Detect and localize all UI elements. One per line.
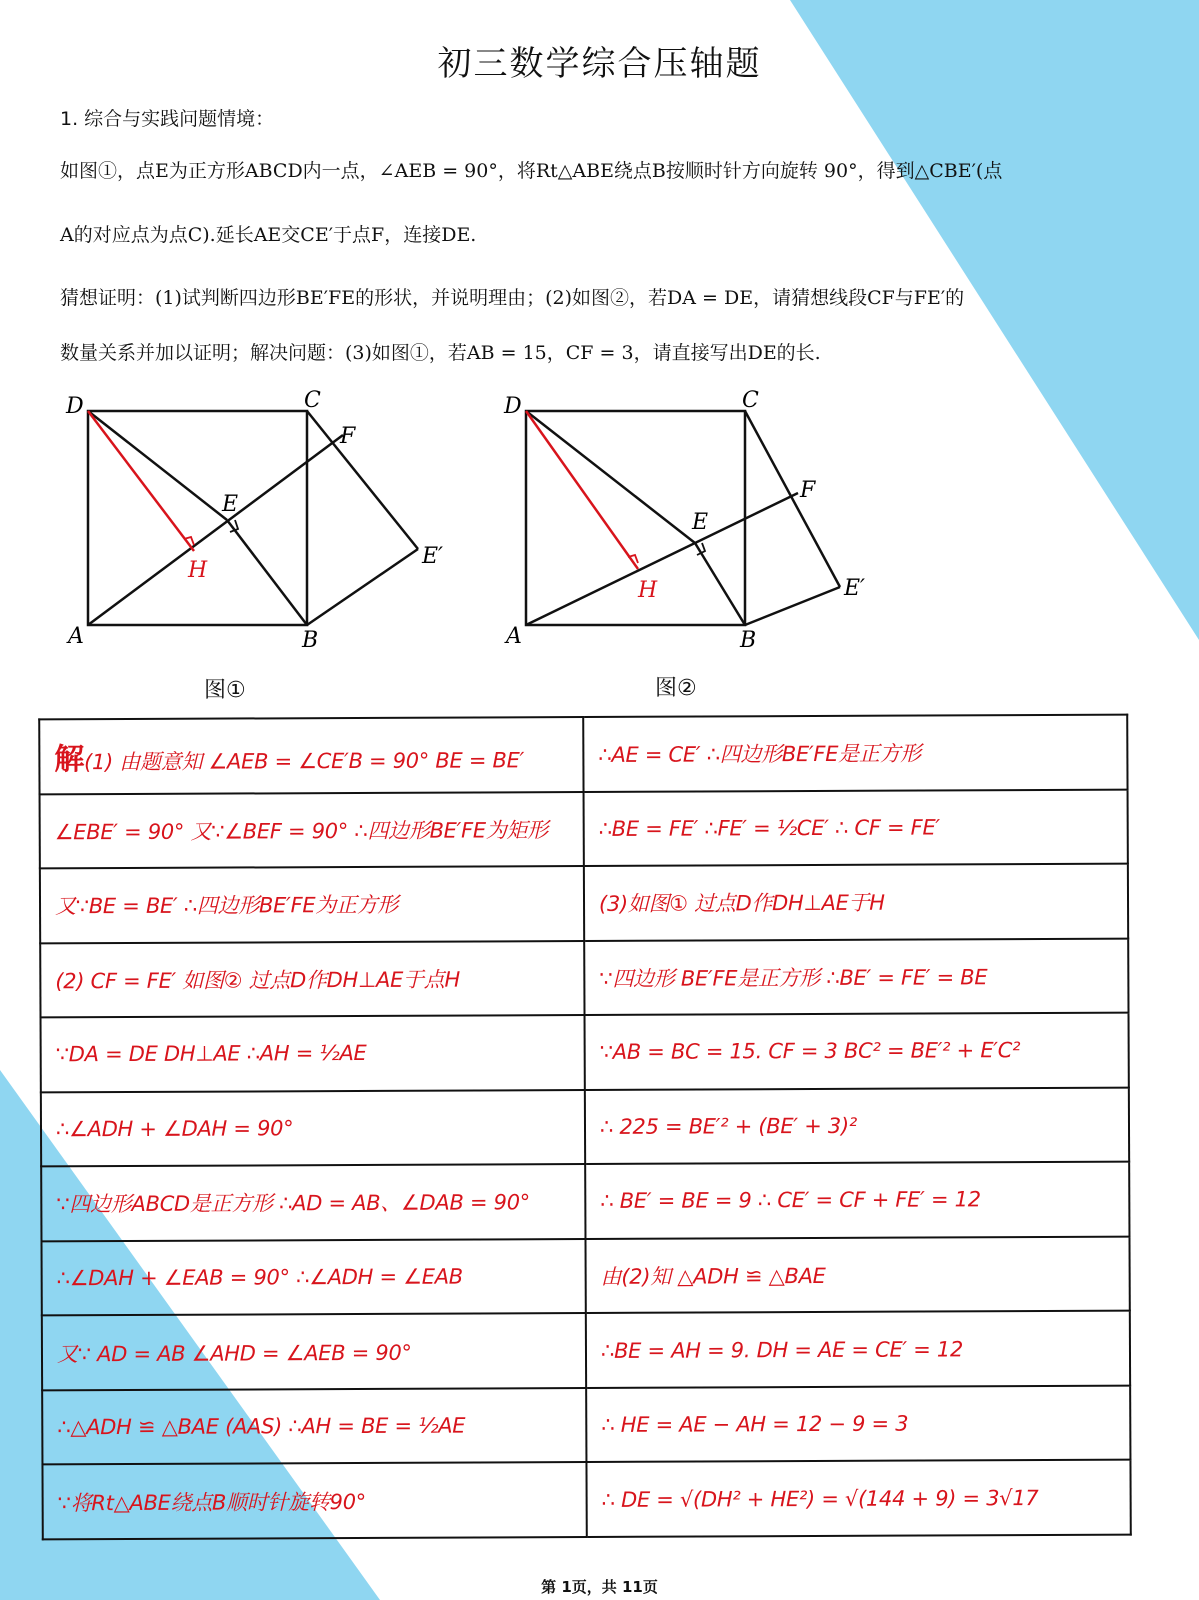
solution-left-cell: ∵DA = DE DH⊥AE ∴AH = ½AE [41,1015,585,1092]
point-label-h: H [188,558,208,583]
table-row [40,938,1128,1017]
solution-table [38,714,1132,1541]
table-row [41,1162,1129,1241]
square-abcd [526,411,745,625]
solution-right-cell: ∴AE = CE′ ∴四边形BE′FE是正方形 [583,715,1127,792]
point-label-e-prime: E′ [844,576,866,601]
line-dh [526,411,638,569]
solution-right-cell: ∴ BE′ = BE = 9 ∴ CE′ = CF + FE′ = 12 [585,1162,1129,1239]
solution-left-cell: ∴∠DAH + ∠EAB = 90° ∴∠ADH = ∠EAB [41,1239,585,1316]
table-row [40,864,1128,943]
page-footer: 第 1页，共 11页 [541,1578,658,1596]
line-ce-prime [745,411,840,587]
solution-left-cell: ∵将Rt△ABE绕点B顺时针旋转90° [42,1462,586,1539]
question-line-4: 数量关系并加以证明；解决问题：(3)如图①，若AB = 15，CF = 3，请直接写出DE的长. [60,342,821,364]
table-row [39,715,1127,794]
point-label-d: D [66,394,84,419]
solution-left-cell: ∵四边形ABCD是正方形 ∴AD = AB、∠DAB = 90° [41,1164,585,1241]
table-row [42,1311,1130,1390]
figure-1-caption: 图① [204,678,246,703]
line-eb [695,543,745,625]
line-ce-prime [307,411,418,549]
line-de [526,411,695,543]
figure-2-caption: 图② [655,676,697,701]
line-be-prime [745,587,840,625]
page-title: 初三数学综合压轴题 [437,44,762,84]
point-label-h: H [638,578,658,603]
solution-prefix: 解 [54,742,85,778]
point-label-e: E [222,492,239,517]
table-row [41,1013,1129,1092]
point-label-e: E [692,510,709,535]
point-label-a: A [506,624,522,649]
table-row [42,1385,1130,1464]
solution-right-cell: ∴ DE = √(DH² + HE²) = √(144 + 9) = 3√17 [586,1460,1130,1537]
solution-left-cell: (2) CF = FE′ 如图② 过点D作DH⊥AE于点H [40,941,584,1018]
point-label-c: C [304,388,321,413]
square-abcd [88,411,307,625]
solution-right-cell: ∵四边形 BE′FE是正方形 ∴BE′ = FE′ = BE [584,938,1128,1015]
solution-left-cell: ∠EBE′ = 90° 又∵∠BEF = 90° ∴四边形BE′FE为矩形 [40,792,584,869]
line-eb [227,520,307,625]
figure-1 [60,385,480,675]
solution-right-cell: ∴BE = AH = 9. DH = AE = CE′ = 12 [586,1311,1130,1388]
solution-left-cell: 又∵ AD = AB ∠AHD = ∠AEB = 90° [42,1313,586,1390]
solution-right-cell: ∵AB = BC = 15. CF = 3 BC² = BE′² + E′C² [585,1013,1129,1090]
point-label-f: F [340,424,356,449]
point-label-b: B [740,628,757,653]
point-label-c: C [742,388,759,413]
solution-left-cell [39,717,583,794]
table-row [40,789,1128,868]
solution-right-cell: ∴BE = FE′ ∴FE′ = ½CE′ ∴ CF = FE′ [584,789,1128,866]
point-label-a: A [68,624,84,649]
point-label-e-prime: E′ [422,544,444,569]
line-af [526,493,798,625]
point-label-d: D [504,394,522,419]
solution-right-cell: ∴ 225 = BE′² + (BE′ + 3)² [585,1087,1129,1164]
solution-left-text: (1) 由题意知 ∠AEB = ∠CE′B = 90° BE = BE′ [84,748,525,775]
point-label-b: B [302,628,319,653]
line-be-prime [307,549,418,625]
solution-left-cell: ∴∠ADH + ∠DAH = 90° [41,1090,585,1167]
solution-left-cell: ∴△ADH ≌ △BAE (AAS) ∴AH = BE = ½AE [42,1388,586,1465]
table-row [42,1460,1130,1539]
figure-2 [498,385,918,675]
point-label-f: F [800,478,816,503]
solution-right-cell: (3)如图① 过点D作DH⊥AE于H [584,864,1128,941]
question-line-2: A的对应点为点C).延长AE交CE′于点F，连接DE. [60,224,477,246]
solution-left-cell: 又∵BE = BE′ ∴四边形BE′FE为正方形 [40,866,584,943]
question-line-1: 如图①，点E为正方形ABCD内一点，∠AEB = 90°，将Rt△ABE绕点B按顺时针方向旋转 90°，得到△CBE′(点 [60,160,1003,182]
question-line-3: 猜想证明：(1)试判断四边形BE′FE的形状，并说明理由；(2)如图②，若DA = DE，请猜想线段CF与FE′的 [60,287,965,309]
solution-right-cell: 由(2)知 △ADH ≌ △BAE [585,1236,1129,1313]
solution-right-cell: ∴ HE = AE − AH = 12 − 9 = 3 [586,1385,1130,1462]
table-row [41,1236,1129,1315]
table-row [41,1087,1129,1166]
question-number: 1. 综合与实践问题情境： [60,108,275,130]
